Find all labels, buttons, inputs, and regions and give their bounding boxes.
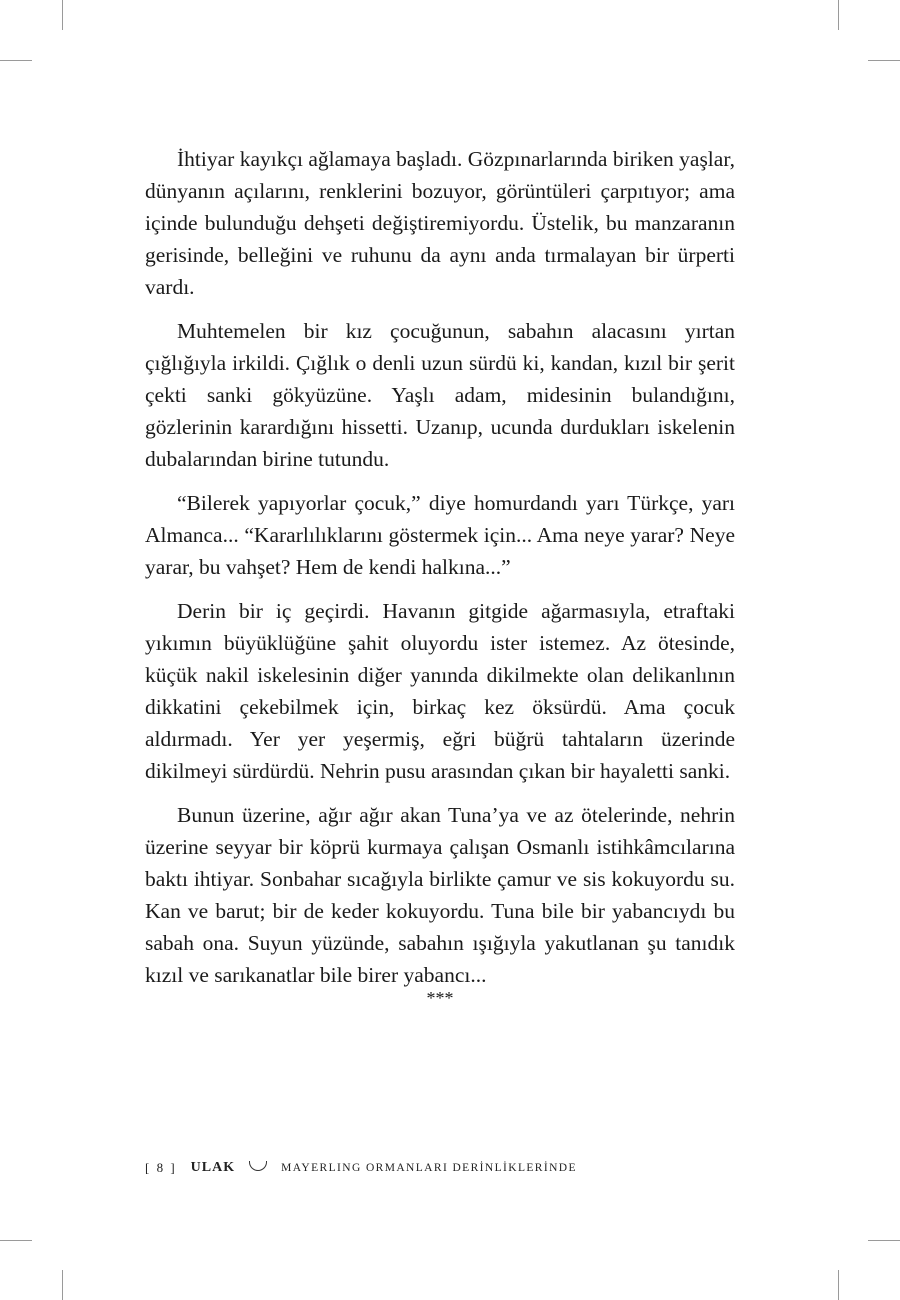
crop-mark [0,1240,32,1241]
body-text [145,143,735,1003]
paragraph: Bunun üzerine, ağır ağır akan Tuna’ya ve az ötelerinde, nehrin üzerine seyyar bir köprü kurmaya çalışan Osmanlı istihkâmcılarına baktı ihtiyar. Sonbahar sıcağıyla birlikte çamur ve sis kokuyordu su. Kan ve barut; bir de keder kokuyordu. Tuna bile bir yabancıydı bu sabah ona. Suyun yüzünde, sabahın ışığıyla yakutlanan şu tanıdık kızıl ve sarıkanatlar bile birer yabancı... [145,803,735,987]
crop-mark [868,1240,900,1241]
book-title: MAYERLING ORMANLARI DERİNLİKLERİNDE [281,1162,577,1174]
crop-mark [868,60,900,61]
crop-mark [62,1270,63,1300]
crop-mark [0,60,32,61]
crescent-icon [249,1161,267,1171]
page-footer [145,1158,577,1178]
paragraph: İhtiyar kayıkçı ağlamaya başladı. Gözpınarlarında biriken yaşlar, dünyanın açılarını, renklerini bozuyor, görüntüleri çarpıtıyor; ama içinde bulunduğu dehşeti değiştiremiyordu. Üstelik, bu manzaranın gerisinde, belleğini ve ruhunu da aynı anda tırmalayan bir ürperti vardı. [145,147,735,299]
page-number: [ 8 ] [145,1160,177,1175]
paragraph: Derin bir iç geçirdi. Havanın gitgide ağarmasıyla, etraftaki yıkımın büyüklüğüne şahit oluyordu ister istemez. Az ötesinde, küçük nakil iskelesinin diğer yanında dikilmekte olan delikanlının dikkatini çekebilmek için, birkaç kez öksürdü. Ama çocuk aldırmadı. Yer yer yeşermiş, eğri büğrü tahtaların üzerinde dikilmeyi sürdürdü. Nehrin pusu arasından çıkan bir hayaletti sanki. [145,599,735,783]
crop-mark [62,0,63,30]
series-name: ULAK [190,1160,236,1175]
paragraph: Muhtemelen bir kız çocuğunun, sabahın alacasını yırtan çığlığıyla irkildi. Çığlık o denli uzun sürdü ki, kandan, kızıl bir şerit çekti sanki gökyüzüne. Yaşlı adam, midesinin bulandığını, gözlerinin karardığını hissetti. Uzanıp, ucunda durdukları iskelenin dubalarından birine tutundu. [145,319,735,471]
crop-mark [838,1270,839,1300]
crop-mark [838,0,839,30]
section-separator: *** [426,988,454,1008]
paragraph: “Bilerek yapıyorlar çocuk,” diye homurdandı yarı Türkçe, yarı Almanca... “Kararlılıklarını göstermek için... Ama neye yarar? Neye yarar, bu vahşet? Hem de kendi halkına...” [145,491,735,579]
